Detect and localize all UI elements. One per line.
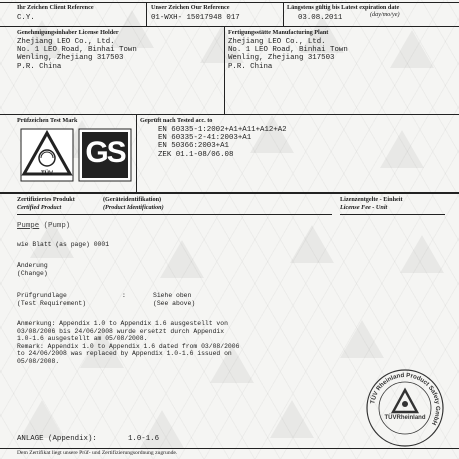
tuv-rheinland-seal [365,368,445,448]
change-label-de: Änderung [17,262,48,269]
footer-rule [0,448,459,449]
remark-line: 03/08/2006 bis 24/06/2008 wurde ersetzt durch Appendix [17,327,225,335]
remark-line: Anmerkung: Appendix 1.0 to Appendix 1.6 ausgestellt von [17,320,228,327]
our-ref-label: Unser Zeichen Our Reference [151,4,230,11]
remark-line: Remark: Appendix 1.0 to Appendix 1.6 dated from 03/08/2006 [17,342,240,350]
seal-ring-text: TÜV Rheinland Product Safety GmbH [369,371,442,427]
certified-product-label: Zertifiziertes Produkt [17,196,75,203]
test-requirement-label-en: (Test Requirement) [17,300,87,307]
tested-standards [158,126,287,159]
tuv-seal-icon [365,368,445,448]
valid-until-value: 03.08.2011 [298,14,343,22]
license-holder-line: Wenling, Zhejiang 317503 [17,54,124,63]
plant-address [228,38,348,71]
test-mark-label: Prüfzeichen Test Mark [17,117,78,124]
license-holder-line: No. 1 LEO Road, Binhai Town [17,46,137,55]
top-rule [0,2,459,3]
license-holder-address [17,38,137,71]
standard-line: EN 60335-2-41:2003+A1 [158,134,252,143]
plant-label: Fertigungsstätte Manufacturing Plant [228,29,329,36]
remark-line: 1.0-1.6 ausgestellt am 05/08/2008. [17,335,148,343]
our-ref-value: 01-WXH- 15017948 017 [151,14,240,22]
appendix-label: ANLAGE (Appendix): [17,435,97,443]
plant-line: No. 1 LEO Road, Binhai Town [228,46,348,55]
plant-line: Zhejiang LEO Co., Ltd. [228,38,326,46]
remark-line: 05/08/2008. [17,357,60,365]
client-ref-label: Ihr Zeichen Client Reference [17,4,94,11]
standard-line: ZEK 01.1-08/06.08 [158,150,234,159]
fee-rule [340,214,445,215]
product-identification-label-en: (Product Identification) [103,204,164,211]
test-requirement-value-en: (See above) [153,300,196,307]
test-requirement-value-de: Siehe oben [153,292,192,299]
tested-label: Geprüft nach Tested acc. to [140,117,213,124]
change-label-en: (Change) [17,270,48,277]
test-requirement-label-de: Prüfgrundlage [17,292,67,299]
header-divider-2 [283,2,284,26]
seal-center-text: TÜVRheinland [384,415,426,421]
valid-until-label: Längstens gültig bis Latest expiration date [287,4,400,11]
header-divider-1 [146,2,147,26]
gs-test-mark [78,128,132,182]
license-holder-line: Zhejiang LEO Co., Ltd. [17,38,115,46]
license-holder-line: P.R. China [17,62,62,71]
license-fee-label: Lizenzentgelte - Einheit [340,196,403,203]
product-rule [17,214,332,215]
header-rule [0,26,459,27]
footer-note: Dem Zertifikat liegt unsere Prüf- und Zertifizierungsordnung zugrunde. [17,450,178,456]
valid-until-sub-label: (day/mo/ye) [370,11,400,18]
holder-rule [0,114,459,115]
product-identification-label: (Geräteidentifikation) [103,196,162,203]
same-as-page: wie Blatt (as page) 0001 [17,241,110,248]
standard-line: EN 60335-1:2002+A1+A11+A12+A2 [158,126,287,134]
product-name [17,222,70,230]
product-name-main: Pumpe [17,222,40,230]
mark-divider [136,114,137,192]
tuv-test-mark [20,128,74,182]
test-requirement-colon: : [122,292,126,299]
holder-divider [224,26,225,114]
certified-product-label-en: Certified Product [17,204,62,211]
appendix-value: 1.0-1.6 [128,435,160,443]
client-ref-value: C.Y. [17,14,35,22]
plant-line: P.R. China [228,62,273,71]
remarks [17,320,239,366]
remark-line: to 24/06/2008 was replaced by Appendix 1.0-1.6 issued on [17,350,232,358]
standard-line: EN 50366:2003+A1 [158,142,229,151]
product-name-en: (Pump) [39,222,71,230]
gs-text: GS [85,136,125,169]
license-fee-label-en: License Fee - Unit [340,204,388,211]
mark-rule [0,192,459,194]
tuv-text: TÜV [41,171,53,177]
plant-line: Wenling, Zhejiang 317503 [228,54,335,63]
license-holder-label: Genehmigungsinhaber License Holder [17,29,119,36]
